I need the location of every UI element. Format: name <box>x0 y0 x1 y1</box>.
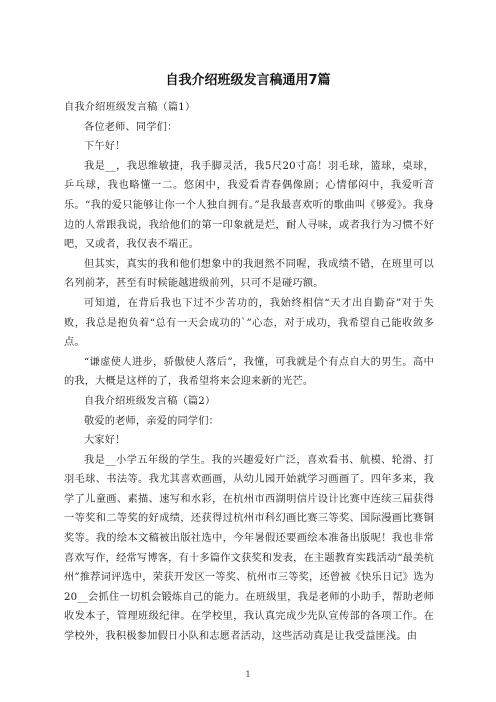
salutation: 敬爱的老师，亲爱的同学们： <box>84 415 220 427</box>
document-body <box>64 98 434 647</box>
greeting: 下午好！ <box>84 141 126 153</box>
body-paragraph: 我是__，我思维敏捷，我手脚灵活，我5尺20寸高！羽毛球，篮球，桌球，乒乓球，我也略懂一二。悠闲中，我爱看青春偶像剧；心情郁闷中，我爱听音乐。“我的爱只能够让你一个人独自拥有。”是我最喜欢听的歌曲叫《够爱》。我身边的人常跟我说，我给他们的第一印象就是烂，耐人寻味，或者我行为习惯不好吧，又或者，我仅表不端正。 <box>64 160 434 251</box>
section-heading-1: 自我介绍班级发言稿（篇1） <box>64 102 196 113</box>
body-paragraph: 但其实，真实的我和他们想象中的我迥然不同喔，我成绩不错，在班里可以名列前茅，甚至有时候能越进级前列，只可不是碰巧额。 <box>64 258 434 290</box>
page-number: 1 <box>245 670 251 679</box>
body-paragraph: 我是__小学五年级的学生。我的兴趣爱好广泛，喜欢看书、航模、轮滑、打羽毛球、书法等。我尤其喜欢画画，从幼儿园开始就学习画画了。四年多来，我学了儿童画、素描、速写和水彩，在杭州市西湖明信片设计比赛中连续三届获得一等奖和二等奖的好成绩，还获得过杭州市科幻画比赛三等奖、国际漫画比赛铜奖等。我的绘本文稿被出版社选中，今年暑假还要画绘本准备出版呢！我也非常喜欢写作，经常写博客，有十多篇作文获奖和发表，在主题教育实践活动“最美杭州”推荐词评选中，荣获开发区一等奖、杭州市三等奖，还曾被《快乐日记》选为20__会抓住一切机会锻炼自己的能力。在班级里，我是老师的小助手，帮助老师收发本子，管理班级纪律。在学校里，我认真完成少先队宣传部的各项工作。在学校外，我积极参加假日小队和志愿者活动，这些活动真是让我受益匪浅。由 <box>64 454 434 643</box>
body-paragraph: 可知道，在背后我也下过不少苦功的，我始终相信“天才出自勤奋”对于失败，我总是抱负着“总有一天会成功的`”心态，对于成功，我希望自己能收敛多点。 <box>64 297 434 349</box>
body-paragraph: “谦虚使人进步，骄傲使人落后”，我懂，可我就是个有点自大的男生。高中的我，大概是这样的了，我希望将来会迎来新的光芒。 <box>64 356 434 388</box>
section-heading-2: 自我介绍班级发言稿（篇2） <box>84 395 216 407</box>
document-title: 自我介绍班级发言稿通用7篇 <box>165 73 331 88</box>
salutation: 各位老师、同学们： <box>84 121 178 133</box>
greeting: 大家好！ <box>84 435 126 447</box>
